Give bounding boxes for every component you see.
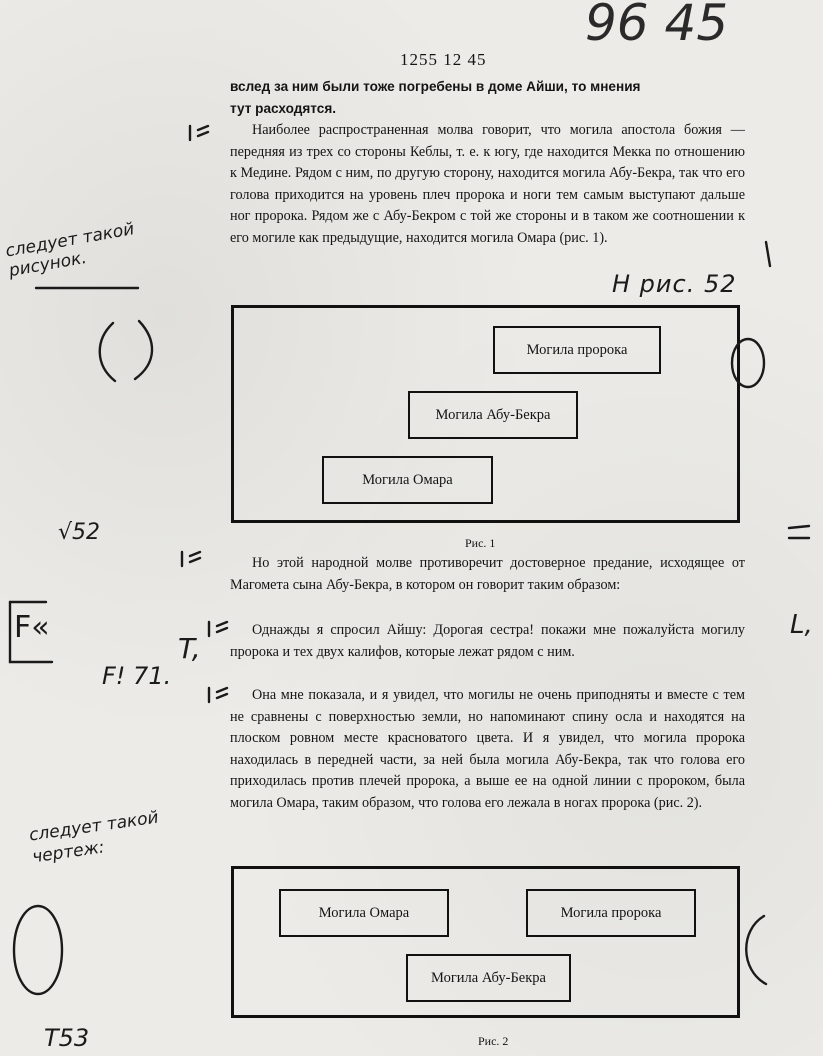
- text-line-bold-1: вслед за ним были тоже погребены в доме Айши, то мнения: [230, 79, 641, 94]
- quote-mark-3: [205, 618, 235, 640]
- margin-note-following-figure: следует такой рисунок.: [3, 219, 136, 282]
- figure-2-grave-omar: Могила Омара: [279, 889, 449, 937]
- figure-1-frame: [231, 305, 740, 523]
- figure-1-grave-prophet: Могила пророка: [493, 326, 661, 374]
- bracket-mark-4: [734, 910, 774, 990]
- bracket-mark-3: [6, 900, 76, 1000]
- text-line-bold-2: тут расходятся.: [230, 101, 337, 116]
- bracket-mark-2: [726, 335, 776, 395]
- paragraph-3: Однажды я спросил Айшу: Дорогая сестра! покажи мне пожалуйста могилу пророка и тех двух калифов, которые лежат рядом с ним.: [230, 622, 745, 660]
- margin-note-F: F«: [14, 610, 50, 645]
- dash-mark-right: [785, 520, 815, 550]
- quote-mark-1: [186, 122, 216, 144]
- box-mark-F: [6, 598, 58, 668]
- margin-note-fig-52: H рис. 52: [612, 270, 737, 298]
- figure-2-grave-abu-bekr: Могила Абу-Бекра: [406, 954, 571, 1002]
- margin-note-52: √52: [58, 520, 101, 545]
- margin-note-T: T,: [178, 632, 201, 665]
- quote-mark-4: [205, 684, 235, 706]
- paragraph-1: Наиболее распространенная молва говорит, что могила апостола божия — передняя из трех со стороны Кеблы, т. е. к югу, где находится Мекка по отношению к Медине. Рядом с ним, по другую сторону, находится могила Абу-Бекра, так что его голова приходится на уровень плеч пророка и ноги тем самым выступают дальше ног пророка. Рядом же с Абу-Бекром с той же стороны и в таком же соотношении к его могиле как предыдущие, находится могила Омара (рис. 1).: [230, 122, 745, 246]
- figure-2-frame: [231, 866, 740, 1018]
- margin-note-following-drawing: следует такой чертеж:: [27, 807, 160, 868]
- figure-1-caption: Рис. 1: [465, 536, 496, 550]
- figure-1-grave-abu-bekr: Могила Абу-Бекра: [408, 391, 578, 439]
- paragraph-4: Она мне показала, и я увидел, что могилы не очень приподняты и вместе с тем не сравнены с поверхностью земли, но напоминают спину осла и находятся на плоском ровном месте красноватого цвета. И я увидел, что могила пророка находилась в передней части, за ней была могила Абу-Бекра, так что голова его приходилась против плечей пророка, а выше ее на одной линии с пророком, была могила Омара, таким образом, что голова его лежала в ногах пророка (рис. 2).: [230, 687, 745, 811]
- margin-note-F71: F! 71.: [102, 662, 172, 690]
- paragraph-2: Но этой народной молве противоречит достоверное предание, исходящее от Магомета сына Абу-Бекра, в котором он говорит таким образом:: [230, 555, 745, 593]
- tick-mark-right: [758, 240, 778, 270]
- quote-mark-2: [178, 548, 208, 570]
- margin-note-T53: T53: [44, 1024, 90, 1052]
- figure-2-caption: Рис. 2: [478, 1034, 509, 1048]
- figure-2-grave-prophet: Могила пророка: [526, 889, 696, 937]
- figure-1-grave-omar: Могила Омара: [322, 456, 493, 504]
- margin-note-L: L,: [790, 610, 813, 640]
- page-numbers: 1255 12 45: [400, 50, 487, 69]
- underline-mark: [34, 283, 144, 293]
- bracket-mark-1: [95, 315, 165, 385]
- handwritten-page-number: 96 45: [585, 0, 729, 52]
